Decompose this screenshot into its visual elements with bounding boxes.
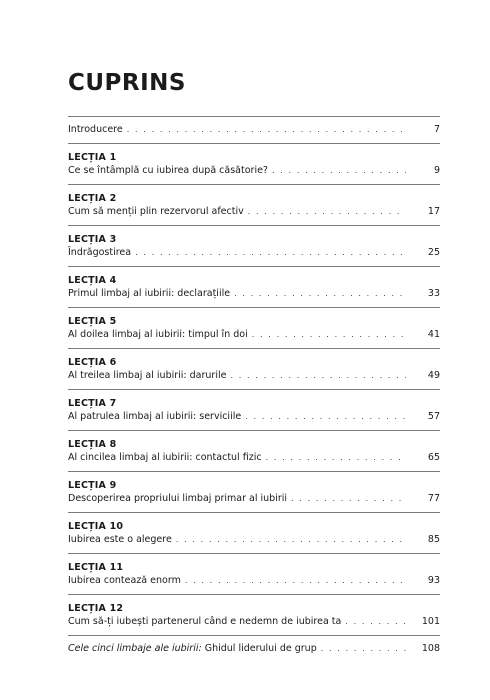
dot-leader (266, 453, 406, 462)
lesson-label: LECȚIA 7 (68, 398, 117, 409)
toc-entry-lesson[interactable] (68, 349, 440, 389)
dot-leader (135, 248, 406, 257)
toc-line (68, 411, 440, 422)
toc-entry-title: Ce se întâmplă cu iubirea după căsătorie? (68, 165, 268, 176)
dot-leader (321, 644, 406, 653)
toc-line (68, 534, 440, 545)
dot-leader (185, 576, 406, 585)
toc-line (68, 124, 440, 135)
toc-page-number: 65 (427, 452, 440, 463)
lesson-label: LECȚIA 4 (68, 275, 117, 286)
toc-entry-title: Al patrulea limbaj al iubirii: serviciile (68, 411, 242, 422)
toc-entry-title: Introducere (68, 124, 123, 135)
toc-entry-appendix[interactable] (68, 636, 440, 664)
toc-entry-title: Al treilea limbaj al iubirii: darurile (68, 370, 227, 381)
dot-leader (272, 166, 406, 175)
toc-entry-title-rest: Ghidul liderului de grup (201, 643, 317, 654)
toc-entry-lesson[interactable] (68, 308, 440, 348)
toc-entry-title: Cum să menții plin rezervorul afectiv (68, 206, 244, 217)
toc-page-number: 101 (421, 616, 440, 627)
toc-line (68, 206, 440, 217)
toc-page-number: 57 (427, 411, 440, 422)
dot-leader (345, 617, 406, 626)
toc-entry-title: Îndrăgostirea (68, 247, 132, 258)
toc-line (68, 493, 440, 504)
toc-entry-lesson[interactable] (68, 472, 440, 512)
lesson-label: LECȚIA 2 (68, 193, 117, 204)
lessons-list (68, 143, 440, 635)
dot-leader (176, 535, 406, 544)
toc-page-number: 85 (427, 534, 440, 545)
toc-line (68, 575, 440, 586)
toc-page-number: 7 (433, 124, 440, 135)
toc-line (68, 247, 440, 258)
dot-leader (248, 207, 406, 216)
lesson-label: LECȚIA 6 (68, 357, 117, 368)
toc-entry-title: Al doilea limbaj al iubirii: timpul în doi (68, 329, 248, 340)
toc-line (68, 329, 440, 340)
dot-leader (234, 289, 406, 298)
toc-entry-title: Iubirea este o alegere (68, 534, 172, 545)
toc-entry-lesson[interactable] (68, 144, 440, 184)
toc-page-number: 9 (433, 165, 440, 176)
lesson-label: LECȚIA 12 (68, 603, 124, 614)
toc-line (68, 288, 440, 299)
toc-entry-lesson[interactable] (68, 226, 440, 266)
toc-page-number: 108 (421, 643, 440, 654)
toc-line (68, 370, 440, 381)
lesson-label: LECȚIA 10 (68, 521, 124, 532)
toc-entry-lesson[interactable] (68, 267, 440, 307)
toc-page-number: 49 (427, 370, 440, 381)
toc-line (68, 616, 440, 627)
lesson-label: LECȚIA 9 (68, 480, 117, 491)
toc-page-number: 17 (427, 206, 440, 217)
dot-leader (291, 494, 406, 503)
dot-leader (245, 412, 406, 421)
toc-entry-lesson[interactable] (68, 431, 440, 471)
toc-page-number: 41 (427, 329, 440, 340)
table-of-contents (68, 116, 440, 664)
lesson-label: LECȚIA 11 (68, 562, 124, 573)
toc-entry-title (68, 643, 317, 654)
toc-entry-title: Descoperirea propriului limbaj primar al iubirii (68, 493, 288, 504)
toc-line (68, 643, 440, 654)
toc-page-number: 77 (427, 493, 440, 504)
toc-entry-title: Iubirea contează enorm (68, 575, 181, 586)
toc-page-number: 33 (427, 288, 440, 299)
toc-entry-lesson[interactable] (68, 554, 440, 594)
toc-entry-title: Al cincilea limbaj al iubirii: contactul fizic (68, 452, 262, 463)
toc-page-number: 93 (427, 575, 440, 586)
lesson-label: LECȚIA 5 (68, 316, 117, 327)
toc-entry-lesson[interactable] (68, 185, 440, 225)
lesson-label: LECȚIA 3 (68, 234, 117, 245)
toc-line (68, 165, 440, 176)
toc-entry-intro[interactable] (68, 117, 440, 143)
toc-entry-lesson[interactable] (68, 513, 440, 553)
toc-page-number: 25 (427, 247, 440, 258)
lesson-label: LECȚIA 8 (68, 439, 117, 450)
toc-entry-lesson[interactable] (68, 390, 440, 430)
dot-leader (230, 371, 406, 380)
page-title: CUPRINS (68, 70, 186, 96)
dot-leader (252, 330, 406, 339)
toc-line (68, 452, 440, 463)
dot-leader (127, 125, 406, 134)
toc-entry-title: Primul limbaj al iubirii: declarațiile (68, 288, 231, 299)
lesson-label: LECȚIA 1 (68, 152, 117, 163)
toc-entry-lesson[interactable] (68, 595, 440, 635)
toc-entry-title-italic: Cele cinci limbaje ale iubirii: (68, 643, 202, 654)
toc-entry-title: Cum să-ți iubești partenerul când e nedemn de iubirea ta (68, 616, 342, 627)
